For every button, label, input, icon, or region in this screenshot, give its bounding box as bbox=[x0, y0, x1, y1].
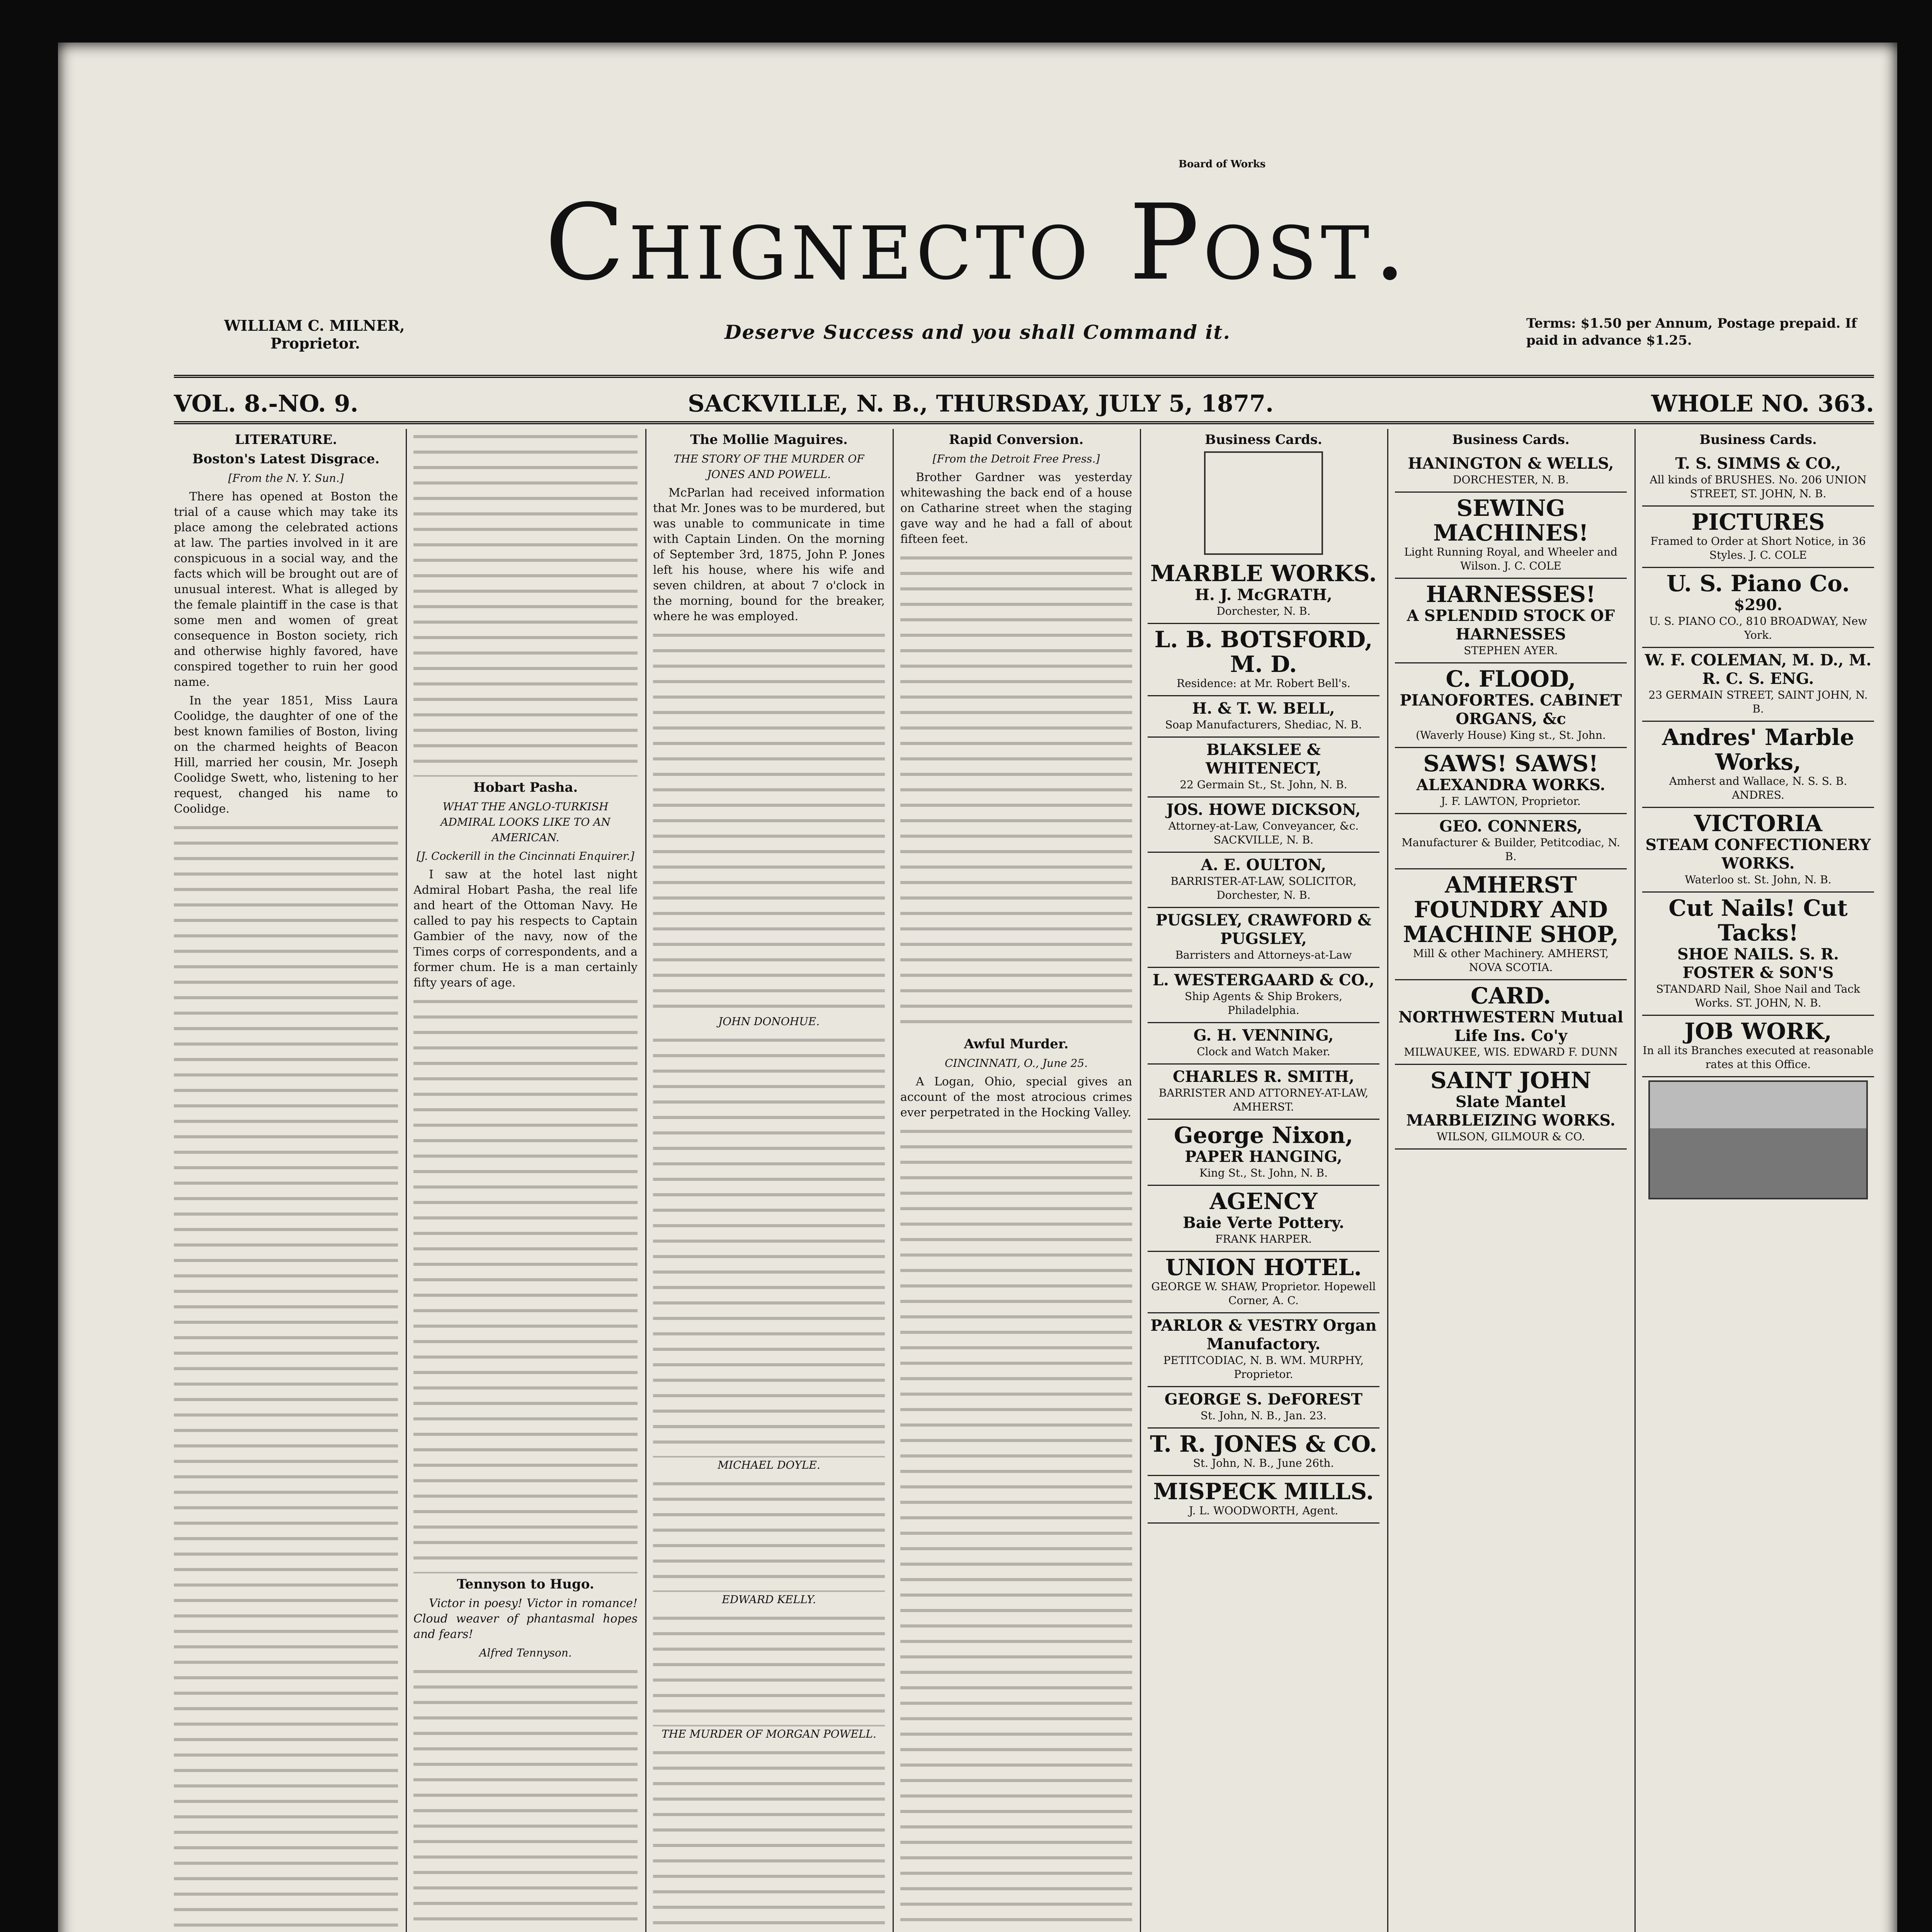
business-card bbox=[1148, 1065, 1379, 1120]
column-divider bbox=[1634, 429, 1636, 1932]
dateline bbox=[174, 390, 1874, 421]
poem-author: Alfred Tennyson. bbox=[479, 1646, 572, 1659]
column-divider bbox=[1140, 429, 1141, 1932]
factory-engraving bbox=[1648, 1080, 1868, 1199]
business-card-subtitle: H. & T. W. BELL, bbox=[1192, 699, 1335, 718]
business-card bbox=[1148, 1476, 1379, 1524]
business-card-detail: All kinds of BRUSHES. No. 206 UNION STREET, ST. JOHN, N. B. bbox=[1650, 473, 1867, 500]
business-card-detail: Residence: at Mr. Robert Bell's. bbox=[1177, 677, 1350, 690]
business-card bbox=[1642, 507, 1874, 568]
masthead bbox=[58, 43, 1897, 390]
article-paragraph: A Logan, Ohio, special gives an account of the most atrocious crimes ever perpetrated in the Hocking Valley. bbox=[900, 1075, 1132, 1119]
business-card bbox=[1395, 1065, 1627, 1150]
section-label: EDWARD KELLY. bbox=[722, 1593, 816, 1606]
business-card-title: CARD. bbox=[1471, 983, 1551, 1009]
business-card bbox=[1395, 663, 1627, 748]
business-card-title: T. R. JONES & CO. bbox=[1150, 1431, 1377, 1457]
business-card-subtitle: L. WESTERGAARD & CO., bbox=[1152, 971, 1375, 989]
business-card-detail: 23 GERMAIN STREET, SAINT JOHN, N. B. bbox=[1648, 689, 1868, 715]
business-card bbox=[1395, 579, 1627, 663]
business-card bbox=[1642, 1016, 1874, 1077]
business-card-detail: Mill & other Machinery. AMHERST, NOVA SCOTIA. bbox=[1413, 947, 1609, 974]
article-text-continued bbox=[653, 1032, 885, 1458]
business-card-title: C. FLOOD, bbox=[1446, 666, 1576, 692]
business-card-subtitle: H. J. McGRATH, bbox=[1195, 586, 1332, 604]
section-label: JOHN DONOHUE. bbox=[718, 1015, 820, 1028]
column-rapid-conversion bbox=[900, 429, 1132, 1932]
business-card-subtitle: PUGSLEY, CRAWFORD & PUGSLEY, bbox=[1155, 911, 1372, 948]
business-card-title: L. B. BOTSFORD, M. D. bbox=[1154, 626, 1373, 677]
business-card-subtitle: $290. bbox=[1734, 596, 1782, 614]
article-text-continued bbox=[653, 628, 885, 1014]
business-card bbox=[1395, 451, 1627, 493]
business-card-detail: Attorney-at-Law, Conveyancer, &c. SACKVILLE, N. B. bbox=[1168, 820, 1359, 846]
business-card-detail: U. S. PIANO CO., 810 BROADWAY, New York. bbox=[1649, 615, 1867, 641]
business-card-subtitle: CHARLES R. SMITH, bbox=[1173, 1068, 1354, 1086]
column-hobart-pasha bbox=[413, 429, 638, 1932]
business-card bbox=[1148, 968, 1379, 1023]
business-card-subtitle: A SPLENDID STOCK OF HARNESSES bbox=[1406, 607, 1615, 643]
business-card-detail: King St., St. John, N. B. bbox=[1199, 1167, 1328, 1179]
monument-engraving bbox=[1204, 451, 1323, 555]
business-card-detail: Ship Agents & Ship Brokers, Philadelphia. bbox=[1184, 990, 1343, 1017]
business-card-subtitle: A. E. OULTON, bbox=[1201, 856, 1327, 874]
article-text-continued bbox=[413, 1664, 638, 1932]
business-card bbox=[1148, 908, 1379, 968]
business-card bbox=[1642, 722, 1874, 808]
business-card-title: SEWING MACHINES! bbox=[1433, 495, 1588, 546]
article-headline: Awful Murder. bbox=[964, 1036, 1069, 1052]
business-card bbox=[1148, 1120, 1379, 1186]
business-card-subtitle: GEORGE S. DeFOREST bbox=[1164, 1390, 1363, 1408]
column-divider bbox=[893, 429, 894, 1932]
business-card-detail: FRANK HARPER. bbox=[1215, 1233, 1312, 1245]
business-card-detail: Manufacturer & Builder, Petitcodiac, N. B. bbox=[1401, 836, 1620, 863]
column-business-cards-2 bbox=[1395, 429, 1627, 1932]
issue-date: SACKVILLE, N. B., THURSDAY, JULY 5, 1877. bbox=[688, 390, 1274, 417]
article-paragraph: There has opened at Boston the trial of a cause which may take its place among the celebrated actions at law. The parties involved in it are conspicuous in a social way, and the facts which will be brought out are of unusual interest. What is alleged by the female plaintiff in the case is that some men and women of great consequence in Boston society, rich and otherwise highly favored, have conspired together to ruin her good name. bbox=[174, 490, 398, 689]
article-source: [J. Cockerill in the Cincinnati Enquirer.] bbox=[417, 850, 634, 862]
subscription-terms: Terms: $1.50 per Annum, Postage prepaid. If paid in advance $1.25. bbox=[1526, 316, 1857, 348]
business-card-subtitle: G. H. VENNING, bbox=[1193, 1026, 1334, 1044]
business-card-title: MISPECK MILLS. bbox=[1153, 1478, 1374, 1505]
article-text-continued bbox=[900, 550, 1132, 1033]
business-card-subtitle: Baie Verte Pottery. bbox=[1183, 1214, 1344, 1232]
article-headline: The Mollie Maguires. bbox=[690, 432, 848, 447]
business-card-title: SAWS! SAWS! bbox=[1423, 750, 1599, 777]
business-card-detail: Dorchester, N. B. bbox=[1216, 605, 1311, 617]
newspaper-page bbox=[58, 43, 1897, 1932]
business-card-detail: PETITCODIAC, N. B. WM. MURPHY, Proprietor. bbox=[1163, 1354, 1364, 1381]
business-card bbox=[1395, 814, 1627, 869]
business-card-title: U. S. Piano Co. bbox=[1666, 570, 1850, 597]
business-card-title: MARBLE WORKS. bbox=[1150, 560, 1377, 587]
column-business-cards-1 bbox=[1148, 429, 1379, 1932]
business-card-detail: St. John, N. B., Jan. 23. bbox=[1200, 1409, 1327, 1422]
business-card-detail: (Waverly House) King st., St. John. bbox=[1416, 729, 1606, 742]
business-card-subtitle: PARLOR & VESTRY Organ Manufactory. bbox=[1150, 1316, 1377, 1353]
article-text-continued bbox=[900, 1124, 1132, 1932]
business-card bbox=[1642, 808, 1874, 893]
business-card-detail: MILWAUKEE, WIS. EDWARD F. DUNN bbox=[1404, 1046, 1618, 1058]
business-card bbox=[1148, 696, 1379, 738]
masthead-rule bbox=[174, 375, 1874, 378]
business-card-detail: STANDARD Nail, Shoe Nail and Tack Works. ST. JOHN, N. B. bbox=[1656, 983, 1860, 1009]
columns bbox=[174, 429, 1874, 1932]
business-card-title: HARNESSES! bbox=[1426, 581, 1596, 607]
section-heading: Business Cards. bbox=[1699, 432, 1817, 447]
business-card-detail: Framed to Order at Short Notice, in 36 Styles. J. C. COLE bbox=[1650, 535, 1866, 561]
article-paragraph: In the year 1851, Miss Laura Coolidge, the daughter of one of the best known families of Boston, living on the charmed heights of Beacon Hill, married her cousin, Mr. Joseph Coolidge Swett, who, listening to her request, changed his name to Coolidge. bbox=[174, 694, 398, 816]
business-card-detail: GEORGE W. SHAW, Proprietor. Hopewell Corner, A. C. bbox=[1151, 1280, 1376, 1307]
business-card bbox=[1395, 869, 1627, 980]
article-subhead: THE STORY OF THE MURDER OF JONES AND POWELL. bbox=[673, 452, 864, 481]
business-card-title: PICTURES bbox=[1691, 509, 1825, 535]
business-card-detail: Waterloo st. St. John, N. B. bbox=[1685, 873, 1832, 886]
article-subhead: WHAT THE ANGLO-TURKISH ADMIRAL LOOKS LIKE TO AN AMERICAN. bbox=[440, 800, 611, 844]
business-card bbox=[1148, 1186, 1379, 1252]
poem-headline: Tennyson to Hugo. bbox=[457, 1577, 594, 1592]
business-card-detail: DORCHESTER, N. B. bbox=[1453, 473, 1569, 486]
article-source: [From the N. Y. Sun.] bbox=[228, 472, 344, 485]
business-card-detail: J. L. WOODWORTH, Agent. bbox=[1189, 1504, 1338, 1517]
business-card-detail: BARRISTER-AT-LAW, SOLICITOR, Dorchester, N. B. bbox=[1170, 875, 1357, 901]
business-card-detail: Soap Manufacturers, Shediac, N. B. bbox=[1165, 718, 1362, 731]
business-card-detail: WILSON, GILMOUR & CO. bbox=[1437, 1130, 1585, 1143]
section-heading: LITERATURE. bbox=[235, 432, 337, 447]
business-card-title: Cut Nails! Cut Tacks! bbox=[1668, 895, 1848, 946]
business-card bbox=[1148, 624, 1379, 696]
column-mollie-maguires bbox=[653, 429, 885, 1932]
poem-text: Victor in poesy! Victor in romance! Cloud weaver of phantasmal hopes and fears! bbox=[413, 1597, 638, 1641]
business-card bbox=[1642, 568, 1874, 648]
business-card-title: SAINT JOHN bbox=[1430, 1067, 1592, 1094]
article-source: [From the Detroit Free Press.] bbox=[932, 452, 1100, 465]
article-paragraph: Brother Gardner was yesterday whitewashing the back end of a house on Catharine street when the staging gave way and he had a fall of about fifteen feet. bbox=[900, 471, 1132, 546]
dateline-rule bbox=[174, 421, 1874, 424]
article-paragraph: McParlan had received information that Mr. Jones was to be murdered, but was unable to communicate in time with Captain Linden. On the morning of September 3rd, 1875, John P. Jones left his house, where his wife and seven children, at about 7 o'clock in the morning, bound for the breaker, where he was employed. bbox=[653, 486, 885, 623]
article-text-continued bbox=[653, 1476, 885, 1592]
column-divider bbox=[645, 429, 646, 1932]
motto: Deserve Success and you shall Command it. bbox=[724, 321, 1231, 344]
business-card-subtitle: Slate Mantel MARBLEIZING WORKS. bbox=[1406, 1093, 1616, 1129]
business-card bbox=[1148, 1023, 1379, 1065]
business-card bbox=[1642, 451, 1874, 507]
article-dateline: CINCINNATI, O., June 25. bbox=[944, 1057, 1088, 1070]
business-card-title: JOB WORK, bbox=[1684, 1018, 1832, 1044]
business-card-subtitle: T. S. SIMMS & CO., bbox=[1675, 454, 1841, 473]
business-card-subtitle: W. F. COLEMAN, M. D., M. R. C. S. ENG. bbox=[1645, 651, 1872, 688]
business-card-subtitle: GEO. CONNERS, bbox=[1439, 817, 1582, 835]
business-card-subtitle: SHOE NAILS. S. R. FOSTER & SON'S bbox=[1677, 945, 1839, 982]
article-text-continued bbox=[413, 429, 638, 777]
article-text-continued bbox=[653, 1611, 885, 1726]
business-card bbox=[1642, 648, 1874, 722]
business-card-subtitle: NORTHWESTERN Mutual Life Ins. Co'y bbox=[1398, 1008, 1623, 1045]
business-card-detail: Amherst and Wallace, N. S. S. B. ANDRES. bbox=[1669, 775, 1847, 801]
business-card-subtitle: JOS. HOWE DICKSON, bbox=[1166, 801, 1361, 819]
business-card-detail: In all its Branches executed at reasonable rates at this Office. bbox=[1643, 1044, 1874, 1071]
business-card bbox=[1148, 1429, 1379, 1476]
business-card-detail: BARRISTER AND ATTORNEY-AT-LAW, AMHERST. bbox=[1158, 1087, 1369, 1113]
business-card-detail: Clock and Watch Maker. bbox=[1197, 1045, 1330, 1058]
article-text-continued bbox=[653, 1745, 885, 1932]
business-card-subtitle: PAPER HANGING, bbox=[1185, 1148, 1342, 1166]
volume-number: VOL. 8.-NO. 9. bbox=[174, 390, 359, 417]
business-card-detail: 22 Germain St., St. John, N. B. bbox=[1180, 778, 1347, 791]
business-card bbox=[1148, 738, 1379, 798]
business-card-subtitle: STEAM CONFECTIONERY WORKS. bbox=[1645, 836, 1871, 872]
business-card-title: George Nixon, bbox=[1174, 1122, 1353, 1148]
business-card bbox=[1395, 980, 1627, 1065]
business-card-title: VICTORIA bbox=[1694, 810, 1823, 837]
business-card bbox=[1148, 558, 1379, 624]
whole-number: WHOLE NO. 363. bbox=[1651, 390, 1874, 417]
business-card bbox=[1395, 748, 1627, 814]
business-card-title: Andres' Marble Works, bbox=[1662, 724, 1854, 775]
section-heading: Business Cards. bbox=[1205, 432, 1322, 447]
business-card bbox=[1148, 1313, 1379, 1387]
business-card-detail: Barristers and Attorneys-at-Law bbox=[1175, 949, 1352, 961]
business-card-subtitle: BLAKSLEE & WHITENECT, bbox=[1206, 741, 1321, 777]
business-card bbox=[1148, 853, 1379, 908]
article-headline: Rapid Conversion. bbox=[949, 432, 1084, 447]
section-heading: Business Cards. bbox=[1452, 432, 1570, 447]
article-headline: Boston's Latest Disgrace. bbox=[192, 451, 380, 467]
article-headline: Hobart Pasha. bbox=[473, 780, 578, 795]
column-divider bbox=[406, 429, 407, 1932]
section-label: THE MURDER OF MORGAN POWELL. bbox=[662, 1728, 876, 1740]
business-card-title: AMHERST FOUNDRY AND MACHINE SHOP, bbox=[1403, 872, 1619, 947]
article-paragraph: I saw at the hotel last night Admiral Hobart Pasha, the real life and heart of the Ottoman Navy. He called to pay his respects to Captain Gambier of the navy, now of the Times corps of correspondents, and a former chum. He is a man certainly fifty years of age. bbox=[413, 868, 638, 990]
business-card bbox=[1148, 798, 1379, 853]
business-card bbox=[1642, 893, 1874, 1016]
column-divider bbox=[1387, 429, 1388, 1932]
section-label: MICHAEL DOYLE. bbox=[718, 1459, 820, 1471]
business-card-detail: STEPHEN AYER. bbox=[1464, 644, 1558, 657]
article-text-continued bbox=[174, 820, 398, 1932]
business-card-detail: Light Running Royal, and Wheeler and Wilson. J. C. COLE bbox=[1404, 546, 1617, 572]
business-card-detail: J. F. LAWTON, Proprietor. bbox=[1441, 795, 1581, 808]
business-card bbox=[1395, 493, 1627, 579]
article-text-continued bbox=[413, 994, 638, 1573]
publisher-name: WILLIAM C. MILNER, bbox=[224, 317, 405, 334]
business-card-detail: St. John, N. B., June 26th. bbox=[1193, 1457, 1334, 1469]
board-of-works-stamp: Board of Works bbox=[1179, 158, 1266, 170]
business-card-subtitle: ALEXANDRA WORKS. bbox=[1416, 776, 1605, 794]
business-card-title: UNION HOTEL. bbox=[1165, 1254, 1362, 1281]
business-card-title: AGENCY bbox=[1209, 1188, 1318, 1214]
business-card bbox=[1148, 1387, 1379, 1429]
business-card-subtitle: PIANOFORTES. CABINET ORGANS, &c bbox=[1400, 691, 1622, 728]
business-card bbox=[1148, 1252, 1379, 1313]
column-literature bbox=[174, 429, 398, 1932]
publisher-role: Proprietor. bbox=[270, 335, 360, 352]
newspaper-title: Chignecto Post. bbox=[545, 182, 1410, 303]
column-business-cards-3 bbox=[1642, 429, 1874, 1932]
business-card-subtitle: HANINGTON & WELLS, bbox=[1408, 454, 1614, 473]
